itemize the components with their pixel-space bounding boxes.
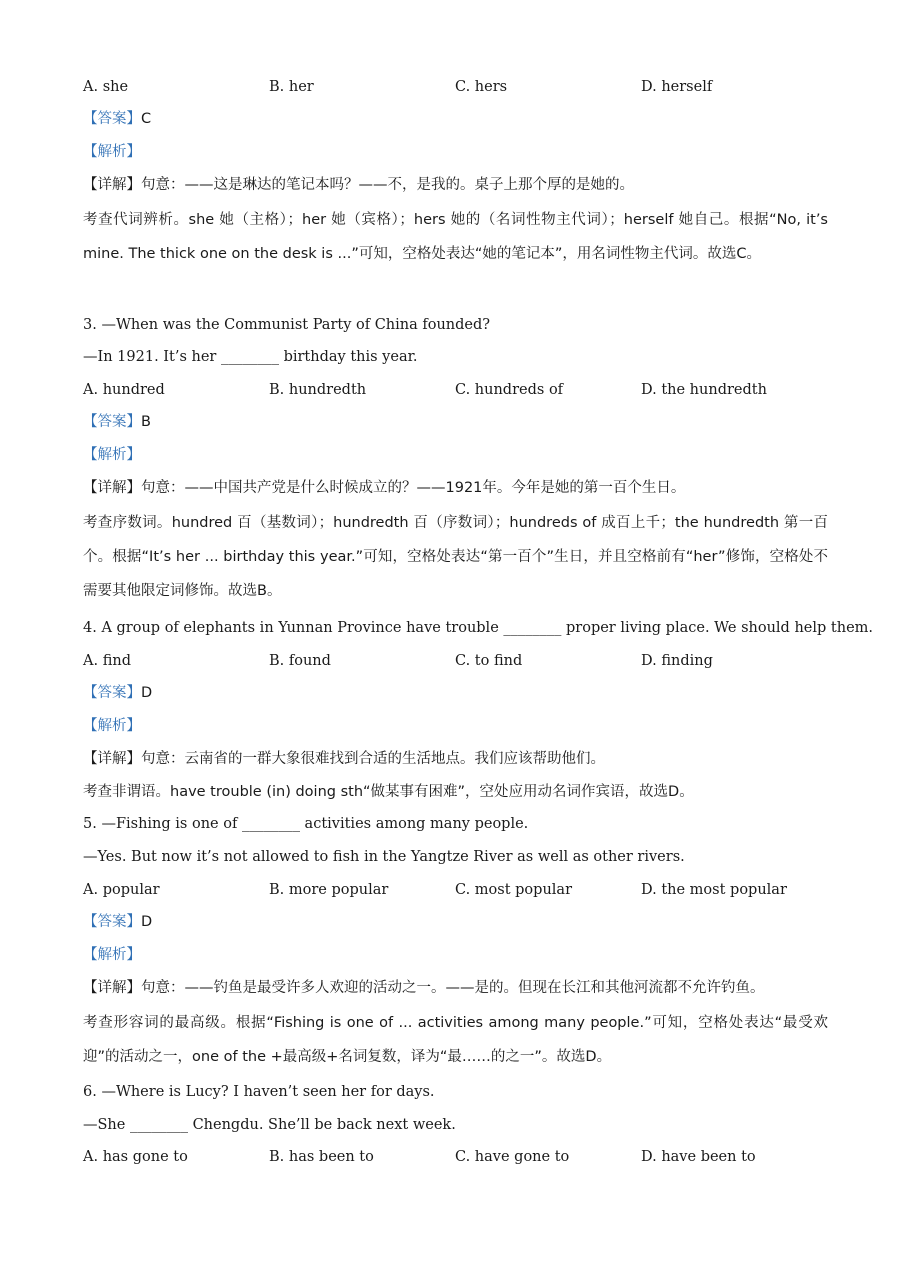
q5-explanation: 考查形容词的最高级。根据“Fishing is one of ... activities among many people.”可知，空格处表达“最受欢迎”的活动之一，one of the +最高级+名词复数，译为“最……的之一”。故选D。 bbox=[83, 1015, 828, 1065]
q4-option-c: C. to find bbox=[455, 653, 523, 669]
q5-option-a: A. popular bbox=[83, 882, 160, 898]
q3-stem-line-1: 3. —When was the Communist Party of China founded? bbox=[83, 317, 491, 333]
q5-stem-line-2: —Yes. But now it’s not allowed to fish in the Yangtze River as well as other rivers. bbox=[83, 849, 685, 865]
q4-answer bbox=[83, 683, 152, 703]
q2-explanation: 考查代词辨析。she 她（主格）；her 她（宾格）；hers 她的（名词性物主代词）；herself 她自己。根据“No, it’s mine. The thick one on the desk is ...”可知，空格处表达“她的笔记本”，用名词性物主代词。故选C。 bbox=[83, 212, 828, 262]
q3-option-d: D. the hundredth bbox=[641, 382, 767, 398]
q2-option-d: D. herself bbox=[641, 79, 713, 95]
q5-answer bbox=[83, 912, 152, 932]
q2-option-b: B. her bbox=[269, 79, 314, 95]
q3-analysis-label: 【解析】 bbox=[83, 447, 141, 463]
q3-answer bbox=[83, 412, 151, 432]
q2-option-a: A. she bbox=[83, 79, 129, 95]
q4-analysis-label: 【解析】 bbox=[83, 718, 141, 734]
q3-stem-line-2: —In 1921. It’s her ________ birthday this year. bbox=[83, 349, 418, 365]
q2-option-c: C. hers bbox=[455, 79, 508, 95]
q4-explanation: 考查非谓语。have trouble (in) doing sth“做某事有困难”，空处应用动名词作宾语，故选D。 bbox=[83, 784, 694, 800]
q5-option-d: D. the most popular bbox=[641, 882, 787, 898]
q6-option-b: B. has been to bbox=[269, 1149, 374, 1165]
answer-value: D bbox=[141, 914, 153, 930]
answer-value: C bbox=[141, 111, 152, 127]
q4-detail: 【详解】句意：云南省的一群大象很难找到合适的生活地点。我们应该帮助他们。 bbox=[83, 751, 605, 767]
q3-option-b: B. hundredth bbox=[269, 382, 367, 398]
q6-stem-line-2: —She ________ Chengdu. She’ll be back next week. bbox=[83, 1117, 456, 1133]
answer-label: 【答案】 bbox=[83, 414, 141, 430]
q6-option-c: C. have gone to bbox=[455, 1149, 570, 1165]
q3-detail: 【详解】句意：——中国共产党是什么时候成立的？——1921年。今年是她的第一百个生日。 bbox=[83, 480, 686, 496]
q4-option-d: D. finding bbox=[641, 653, 713, 669]
q6-option-d: D. have been to bbox=[641, 1149, 756, 1165]
q2-analysis-label: 【解析】 bbox=[83, 144, 141, 160]
q6-stem-line-1: 6. —Where is Lucy? I haven’t seen her for days. bbox=[83, 1084, 435, 1100]
q5-option-b: B. more popular bbox=[269, 882, 389, 898]
q2-answer bbox=[83, 109, 151, 129]
answer-value: D bbox=[141, 685, 153, 701]
q5-detail: 【详解】句意：——钓鱼是最受许多人欢迎的活动之一。——是的。但现在长江和其他河流都不允许钓鱼。 bbox=[83, 980, 765, 996]
q6-option-a: A. has gone to bbox=[83, 1149, 188, 1165]
q3-option-a: A. hundred bbox=[83, 382, 165, 398]
q2-detail: 【详解】句意：——这是琳达的笔记本吗？——不，是我的。桌子上那个厚的是她的。 bbox=[83, 177, 634, 193]
q5-option-c: C. most popular bbox=[455, 882, 572, 898]
q4-option-b: B. found bbox=[269, 653, 331, 669]
answer-label: 【答案】 bbox=[83, 111, 141, 127]
q4-stem: 4. A group of elephants in Yunnan Province have trouble ________ proper living place. We should help them. bbox=[83, 620, 874, 636]
q3-explanation: 考查序数词。hundred 百（基数词）；hundredth 百（序数词）；hundreds of 成百上千；the hundredth 第一百个。根据“It’s her ... birthday this year.”可知，空格处表达“第一百个”生日，并且空格前有“her”修饰，空格处不需要其他限定词修饰。故选B。 bbox=[83, 515, 828, 599]
q4-option-a: A. find bbox=[83, 653, 131, 669]
answer-label: 【答案】 bbox=[83, 914, 141, 930]
q5-stem-line-1: 5. —Fishing is one of ________ activities among many people. bbox=[83, 816, 529, 832]
q3-option-c: C. hundreds of bbox=[455, 382, 564, 398]
answer-value: B bbox=[141, 414, 151, 430]
q5-analysis-label: 【解析】 bbox=[83, 947, 141, 963]
answer-label: 【答案】 bbox=[83, 685, 141, 701]
